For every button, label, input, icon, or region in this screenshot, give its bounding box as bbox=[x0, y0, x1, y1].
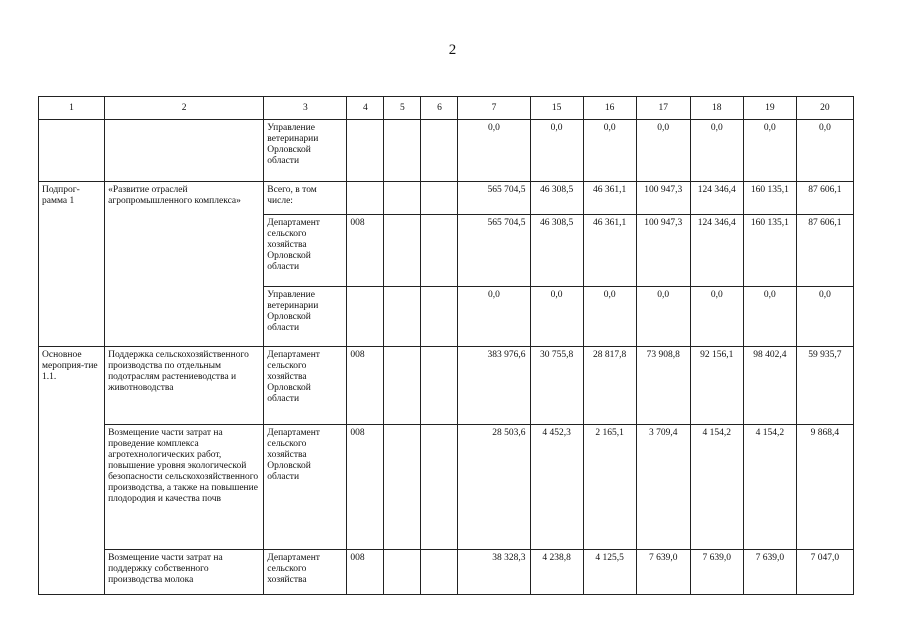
value-cell: 124 346,4 bbox=[690, 182, 743, 215]
executor-cell: Управление ветеринарии Орловской области bbox=[264, 120, 347, 182]
value-cell: 7 047,0 bbox=[796, 550, 853, 595]
code-cell bbox=[347, 182, 384, 215]
column-header: 3 bbox=[264, 97, 347, 120]
budget-table bbox=[38, 96, 854, 595]
executor-cell: Департамент сельского хозяйства bbox=[264, 550, 347, 595]
value-cell: 38 328,3 bbox=[458, 550, 530, 595]
page-number: 2 bbox=[448, 42, 457, 58]
value-cell: 4 125,5 bbox=[583, 550, 636, 595]
value-cell: 4 238,8 bbox=[530, 550, 583, 595]
value-cell: 0,0 bbox=[690, 120, 743, 182]
value-cell: 0,0 bbox=[583, 120, 636, 182]
code-cell bbox=[384, 215, 421, 287]
value-cell: 7 639,0 bbox=[743, 550, 796, 595]
code-cell: 008 bbox=[347, 215, 384, 287]
title-cell: «Развитие отраслей агропромышленного комплекса» bbox=[105, 182, 264, 347]
value-cell: 87 606,1 bbox=[796, 182, 853, 215]
program-cell bbox=[39, 120, 105, 182]
value-cell: 0,0 bbox=[796, 287, 853, 347]
value-cell: 160 135,1 bbox=[743, 215, 796, 287]
code-cell bbox=[384, 287, 421, 347]
column-header: 18 bbox=[690, 97, 743, 120]
column-header: 20 bbox=[796, 97, 853, 120]
executor-cell: Всего, в том числе: bbox=[264, 182, 347, 215]
value-cell: 0,0 bbox=[530, 287, 583, 347]
table-row bbox=[39, 120, 854, 182]
column-header: 1 bbox=[39, 97, 105, 120]
code-cell bbox=[421, 287, 458, 347]
code-cell bbox=[421, 347, 458, 425]
table-row bbox=[39, 425, 854, 550]
column-header: 2 bbox=[105, 97, 264, 120]
value-cell: 0,0 bbox=[530, 120, 583, 182]
program-cell: Основное мероприя-тие 1.1. bbox=[39, 347, 105, 595]
executor-cell: Управление ветеринарии Орловской области bbox=[264, 287, 347, 347]
value-cell: 0,0 bbox=[796, 120, 853, 182]
value-cell: 565 704,5 bbox=[458, 215, 530, 287]
column-header: 15 bbox=[530, 97, 583, 120]
column-header: 7 bbox=[458, 97, 530, 120]
value-cell: 100 947,3 bbox=[636, 182, 690, 215]
value-cell: 0,0 bbox=[743, 287, 796, 347]
code-cell: 008 bbox=[347, 550, 384, 595]
table-row bbox=[39, 550, 854, 595]
executor-cell: Департамент сельского хозяйства Орловской области bbox=[264, 347, 347, 425]
column-header: 19 bbox=[743, 97, 796, 120]
value-cell: 87 606,1 bbox=[796, 215, 853, 287]
value-cell: 7 639,0 bbox=[636, 550, 690, 595]
column-header: 4 bbox=[347, 97, 384, 120]
code-cell bbox=[384, 550, 421, 595]
table-row bbox=[39, 347, 854, 425]
value-cell: 98 402,4 bbox=[743, 347, 796, 425]
code-cell bbox=[421, 182, 458, 215]
value-cell: 4 154,2 bbox=[690, 425, 743, 550]
value-cell: 0,0 bbox=[690, 287, 743, 347]
column-header: 17 bbox=[636, 97, 690, 120]
value-cell: 9 868,4 bbox=[796, 425, 853, 550]
value-cell: 100 947,3 bbox=[636, 215, 690, 287]
title-cell bbox=[105, 120, 264, 182]
value-cell: 59 935,7 bbox=[796, 347, 853, 425]
value-cell: 160 135,1 bbox=[743, 182, 796, 215]
code-cell bbox=[421, 215, 458, 287]
code-cell bbox=[347, 287, 384, 347]
value-cell: 73 908,8 bbox=[636, 347, 690, 425]
value-cell: 46 308,5 bbox=[530, 182, 583, 215]
code-cell bbox=[347, 120, 384, 182]
column-header: 16 bbox=[583, 97, 636, 120]
value-cell: 0,0 bbox=[636, 120, 690, 182]
value-cell: 0,0 bbox=[458, 120, 530, 182]
value-cell: 124 346,4 bbox=[690, 215, 743, 287]
column-header: 5 bbox=[384, 97, 421, 120]
table-row bbox=[39, 182, 854, 215]
value-cell: 565 704,5 bbox=[458, 182, 530, 215]
value-cell: 92 156,1 bbox=[690, 347, 743, 425]
code-cell bbox=[421, 120, 458, 182]
code-cell bbox=[384, 347, 421, 425]
value-cell: 46 361,1 bbox=[583, 182, 636, 215]
code-cell bbox=[421, 425, 458, 550]
value-cell: 46 361,1 bbox=[583, 215, 636, 287]
code-cell: 008 bbox=[347, 425, 384, 550]
value-cell: 7 639,0 bbox=[690, 550, 743, 595]
code-cell: 008 bbox=[347, 347, 384, 425]
code-cell bbox=[384, 425, 421, 550]
value-cell: 2 165,1 bbox=[583, 425, 636, 550]
value-cell: 46 308,5 bbox=[530, 215, 583, 287]
value-cell: 28 817,8 bbox=[583, 347, 636, 425]
value-cell: 4 154,2 bbox=[743, 425, 796, 550]
code-cell bbox=[384, 120, 421, 182]
title-cell: Возмещение части затрат на поддержку собственного производства молока bbox=[105, 550, 264, 595]
value-cell: 30 755,8 bbox=[530, 347, 583, 425]
value-cell: 4 452,3 bbox=[530, 425, 583, 550]
value-cell: 383 976,6 bbox=[458, 347, 530, 425]
column-header: 6 bbox=[421, 97, 458, 120]
header-row bbox=[39, 97, 854, 120]
title-cell: Поддержка сельскохозяйственного производства по отдельным подотраслям растениеводства и животноводства bbox=[105, 347, 264, 425]
program-cell: Подпрог-рамма 1 bbox=[39, 182, 105, 347]
value-cell: 0,0 bbox=[583, 287, 636, 347]
value-cell: 28 503,6 bbox=[458, 425, 530, 550]
executor-cell: Департамент сельского хозяйства Орловской области bbox=[264, 425, 347, 550]
value-cell: 0,0 bbox=[636, 287, 690, 347]
value-cell: 3 709,4 bbox=[636, 425, 690, 550]
code-cell bbox=[421, 550, 458, 595]
value-cell: 0,0 bbox=[458, 287, 530, 347]
title-cell: Возмещение части затрат на проведение комплекса агротехнологических работ, повышение уровня экологической безопасности сельскохозяйственного производства, а также на повышение плодородия и качества почв bbox=[105, 425, 264, 550]
executor-cell: Департамент сельского хозяйства Орловской области bbox=[264, 215, 347, 287]
value-cell: 0,0 bbox=[743, 120, 796, 182]
code-cell bbox=[384, 182, 421, 215]
